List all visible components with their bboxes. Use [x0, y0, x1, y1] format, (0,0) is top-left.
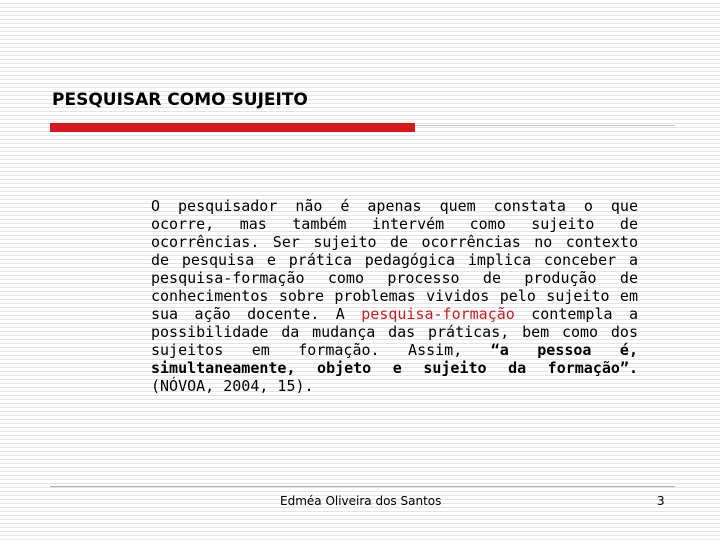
title-divider-line [415, 125, 675, 126]
quotation: “a pessoa é, simultaneamente, objeto e sujeito da formação”. [151, 341, 638, 377]
footer-author: Edméa Oliveira dos Santos [280, 494, 442, 508]
body-text-part2: contempla a possibilidade da mudança das práticas, bem como dos sujeitos em formação. Assim, [151, 305, 638, 359]
title-accent-bar [50, 123, 415, 132]
footer-divider-line [50, 486, 675, 487]
body-paragraph [151, 197, 638, 395]
citation: (NÓVOA, 2004, 15). [151, 377, 314, 395]
body-text-part1: O pesquisador não é apenas quem constata o que ocorre, mas também intervém como sujeito de ocorrências. Ser sujeito de ocorrências no contexto de pesquisa e prática pedagógica implica conceber a pesquisa-formação como processo de produção de conhecimentos sobre problemas vividos pelo sujeito em sua ação docente. A [151, 197, 638, 323]
page-number: 3 [657, 494, 665, 508]
slide-title: PESQUISAR COMO SUJEITO [52, 90, 308, 110]
highlighted-term: pesquisa-formação [361, 305, 515, 323]
